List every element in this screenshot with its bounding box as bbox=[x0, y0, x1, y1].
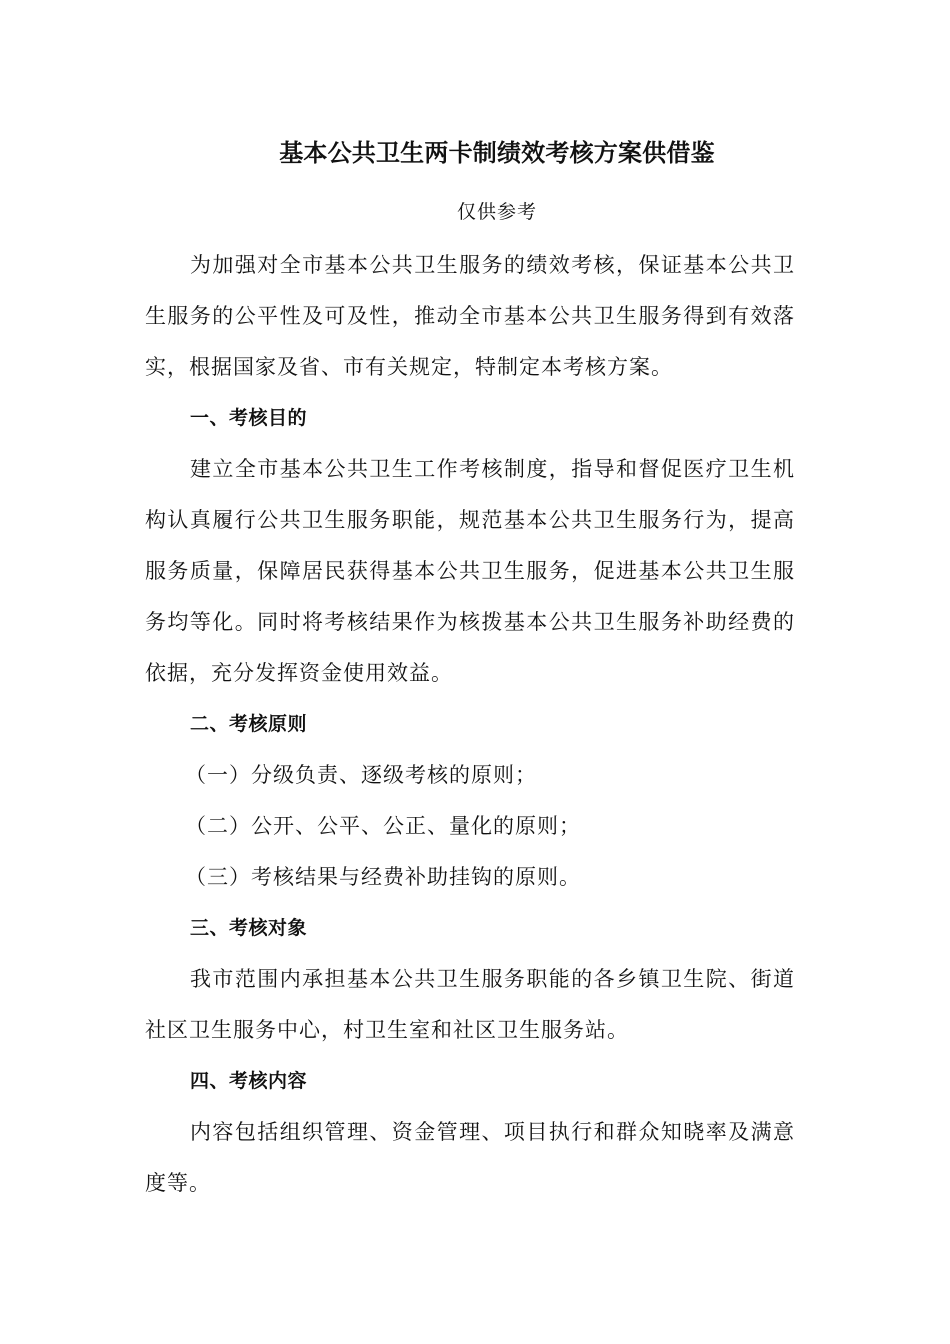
section-heading-content: 四、考核内容 bbox=[190, 1070, 308, 1092]
section-heading-targets: 三、考核对象 bbox=[190, 917, 308, 939]
document-title: 基本公共卫生两卡制绩效考核方案供借鉴 bbox=[279, 139, 715, 167]
section-text-content: 内容包括组织管理、资金管理、项目执行和群众知晓率及满意度等。 bbox=[145, 1120, 795, 1195]
principle-item: （二）公开、公平、公正、量化的原则； bbox=[185, 814, 581, 838]
document-content bbox=[145, 131, 795, 1209]
section-text-purpose: 建立全市基本公共卫生工作考核制度，指导和督促医疗卫生机构认真履行公共卫生服务职能，规范基本公共卫生服务行为，提高服务质量，保障居民获得基本公共卫生服务，促进基本公共卫生服务均等化。同时将考核结果作为核拨基本公共卫生服务补助经费的依据，充分发挥资金使用效益。 bbox=[145, 457, 795, 685]
section-heading-principles: 二、考核原则 bbox=[190, 713, 308, 735]
section-heading-purpose: 一、考核目的 bbox=[190, 407, 308, 429]
principle-item: （一）分级负责、逐级考核的原则； bbox=[185, 763, 537, 787]
intro-paragraph: 为加强对全市基本公共卫生服务的绩效考核，保证基本公共卫生服务的公平性及可及性，推动全市基本公共卫生服务得到有效落实，根据国家及省、市有关规定，特制定本考核方案。 bbox=[145, 253, 795, 379]
document-subtitle: 仅供参考 bbox=[456, 201, 537, 223]
principle-item: （三）考核结果与经费补助挂钩的原则。 bbox=[185, 865, 581, 889]
section-text-targets: 我市范围内承担基本公共卫生服务职能的各乡镇卫生院、街道社区卫生服务中心，村卫生室和社区卫生服务站。 bbox=[145, 967, 795, 1042]
document-body bbox=[145, 240, 795, 1209]
